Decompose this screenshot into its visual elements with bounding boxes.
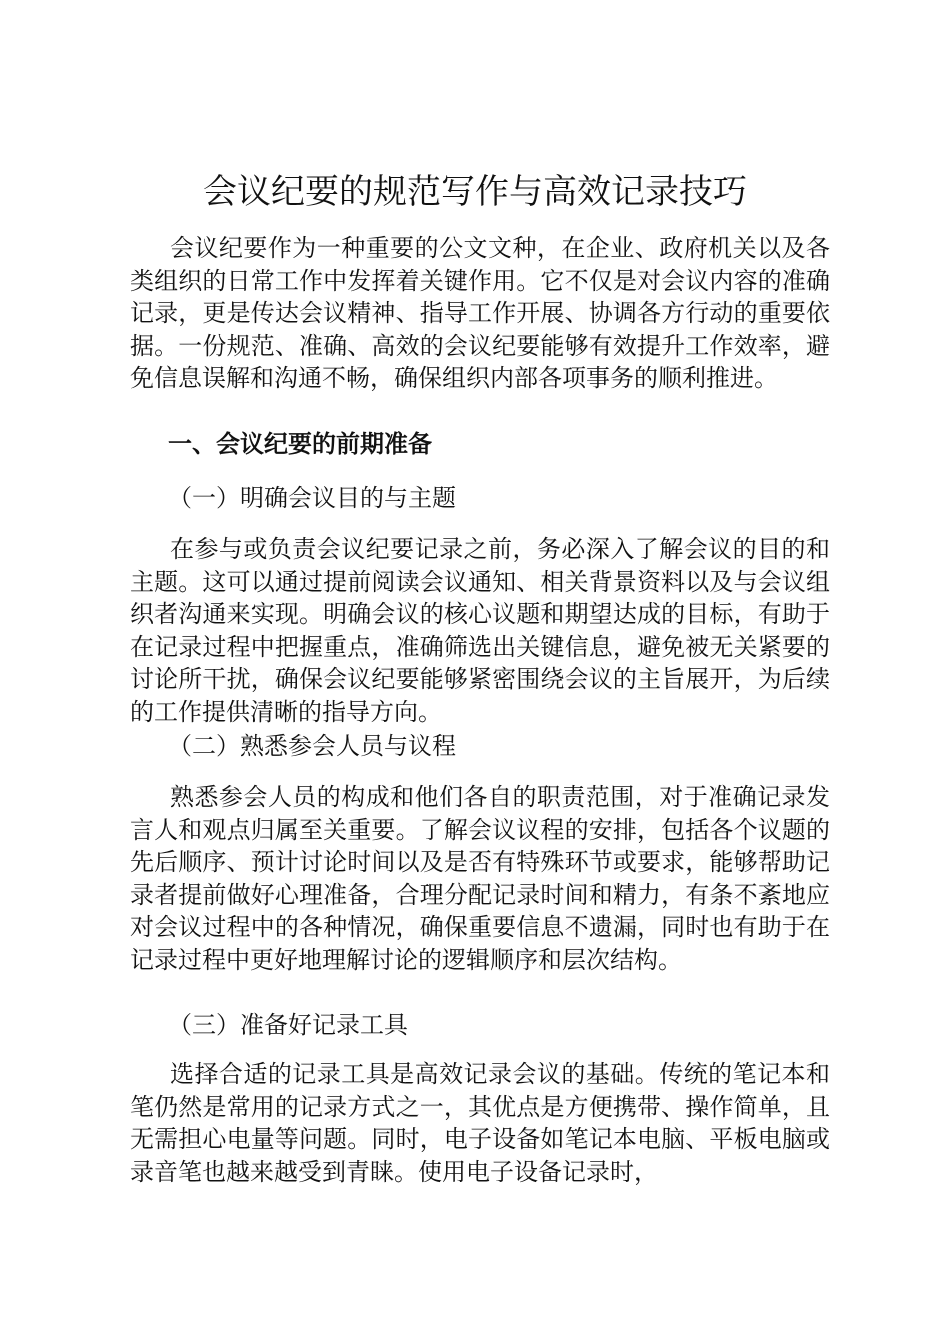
subsection-heading-2: （二）熟悉参会人员与议程 xyxy=(168,732,456,760)
subsection-heading-3: （三）准备好记录工具 xyxy=(168,1011,408,1039)
subsection-body-3: 选择合适的记录工具是高效记录会议的基础。传统的笔记本和笔仍然是常用的记录方式之一，其优点是方便携带、操作简单，且无需担心电量等问题。同时，电子设备如笔记本电脑、平板电脑或录音笔也越来越受到青睐。使用电子设备记录时， xyxy=(130,1060,830,1186)
intro-paragraph: 会议纪要作为一种重要的公文文种，在企业、政府机关以及各类组织的日常工作中发挥着关键作用。它不仅是对会议内容的准确记录，更是传达会议精神、指导工作开展、协调各方行动的重要依据。一份规范、准确、高效的会议纪要能够有效提升工作效率，避免信息误解和沟通不畅，确保组织内部各项事务的顺利推进。 xyxy=(130,234,830,392)
subsection-heading-1: （一）明确会议目的与主题 xyxy=(168,484,456,512)
subsection-body-2: 熟悉参会人员的构成和他们各自的职责范围，对于准确记录发言人和观点归属至关重要。了解会议议程的安排，包括各个议题的先后顺序、预计讨论时间以及是否有特殊环节或要求，能够帮助记录者提前做好心理准备，合理分配记录时间和精力，有条不紊地应对会议过程中的各种情况，确保重要信息不遗漏，同时也有助于在记录过程中更好地理解讨论的逻辑顺序和层次结构。 xyxy=(130,783,830,974)
section-heading-1: 一、会议纪要的前期准备 xyxy=(168,430,432,458)
document-title: 会议纪要的规范写作与高效记录技巧 xyxy=(203,172,747,212)
subsection-body-1: 在参与或负责会议纪要记录之前，务必深入了解会议的目的和主题。这可以通过提前阅读会议通知、相关背景资料以及与会议组织者沟通来实现。明确会议的核心议题和期望达成的目标，有助于在记录过程中把握重点，准确筛选出关键信息，避免被无关紧要的讨论所干扰，确保会议纪要能够紧密围绕会议的主旨展开，为后续的工作提供清晰的指导方向。 xyxy=(130,535,830,726)
